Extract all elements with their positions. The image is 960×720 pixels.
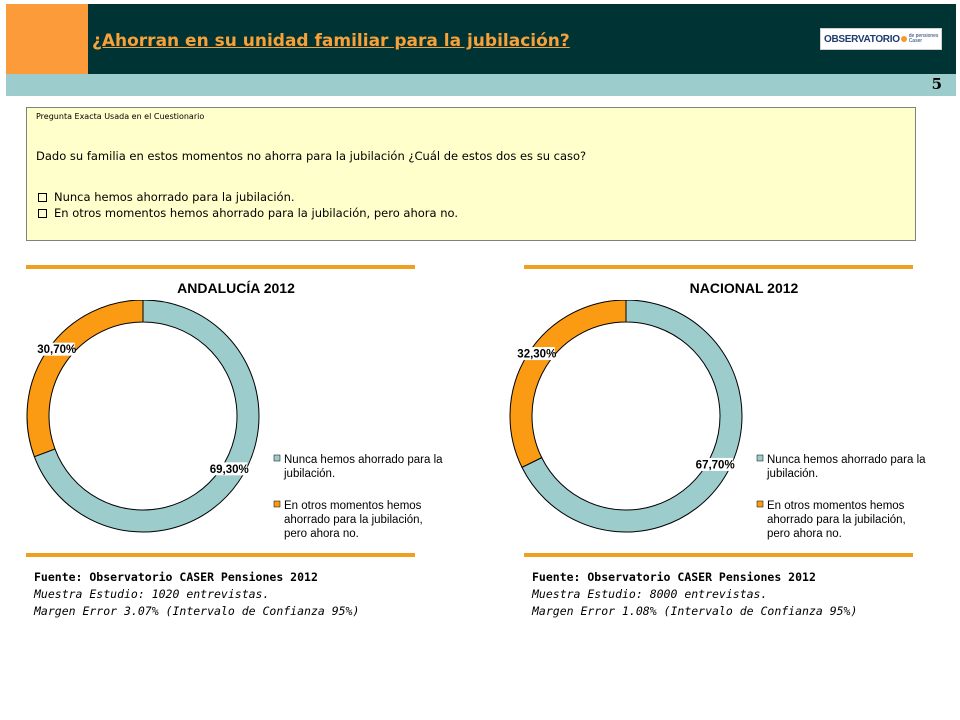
divider-bottom-right: [524, 553, 913, 557]
legend-label: jubilación.: [284, 468, 336, 480]
donut-chart-nacional: [503, 300, 943, 552]
logo-text: OBSERVATORIO: [824, 33, 900, 45]
logo-subtext: [908, 34, 939, 44]
donut-chart-andalucia: [20, 300, 460, 552]
donut-slice: [27, 300, 143, 457]
chart-title-andalucia: ANDALUCÍA 2012: [177, 280, 295, 296]
donut-slice: [510, 300, 626, 467]
legend-label: pero ahora no.: [767, 528, 842, 540]
legend-swatch: [757, 501, 763, 507]
legend-label: Nunca hemos ahorrado para la: [284, 454, 443, 466]
legend-label: pero ahora no.: [284, 528, 359, 540]
question-option-label: Nunca hemos ahorrado para la jubilación.: [54, 190, 295, 204]
legend-label: Nunca hemos ahorrado para la: [767, 454, 926, 466]
checkbox-square-icon: [38, 193, 47, 202]
question-option-label: En otros momentos hemos ahorrado para la jubilación, pero ahora no.: [54, 206, 458, 220]
legend-swatch: [274, 501, 280, 507]
data-label-group: [696, 458, 735, 472]
data-label: 32,30%: [517, 348, 557, 361]
data-label-group: [37, 343, 76, 357]
legend-swatch: [274, 455, 280, 461]
legend-label: En otros momentos hemos: [284, 500, 422, 512]
legend-label: ahorrado para la jubilación,: [284, 514, 423, 526]
logo-subtext-line2: Caser: [908, 38, 923, 44]
subheader-bar: [6, 74, 956, 96]
source-sample-left: Muestra Estudio: 1020 entrevistas.: [34, 587, 270, 601]
observatorio-logo: [820, 28, 942, 50]
source-title-right: Fuente: Observatorio CASER Pensiones 2012: [532, 570, 816, 584]
data-label: 69,30%: [209, 463, 249, 476]
legend-label: En otros momentos hemos: [767, 500, 905, 512]
source-margin-left: Margen Error 3.07% (Intervalo de Confianza 95%): [34, 604, 360, 618]
divider-bottom-left: [26, 553, 415, 557]
page-number: 5: [931, 75, 942, 93]
logo-subtext-line1: de pensiones: [908, 33, 939, 39]
checkbox-square-icon: [38, 209, 47, 218]
divider-top-left: [26, 265, 415, 269]
data-label: 67,70%: [695, 459, 735, 472]
legend-swatch: [757, 455, 763, 461]
source-sample-right: Muestra Estudio: 8000 entrevistas.: [532, 587, 768, 601]
legend-label: jubilación.: [767, 468, 819, 480]
question-label: Pregunta Exacta Usada en el Cuestionario: [36, 112, 205, 121]
question-text: Dado su familia en estos momentos no ahorra para la jubilación ¿Cuál de estos dos es su caso?: [36, 149, 587, 163]
header-accent-block: [6, 4, 88, 74]
logo-dot-icon: [901, 36, 907, 42]
question-box: [26, 107, 916, 241]
page-title: ¿Ahorran en su unidad familiar para la jubilación?: [92, 31, 570, 51]
data-label-group: [210, 462, 249, 476]
source-margin-right: Margen Error 1.08% (Intervalo de Confianza 95%): [532, 604, 858, 618]
divider-top-right: [524, 265, 913, 269]
data-label-group: [517, 347, 556, 361]
question-option: [36, 190, 295, 204]
question-option: [36, 206, 458, 220]
chart-title-nacional: NACIONAL 2012: [689, 280, 799, 296]
legend-label: ahorrado para la jubilación,: [767, 514, 906, 526]
data-label: 30,70%: [37, 344, 77, 357]
source-title-left: Fuente: Observatorio CASER Pensiones 2012: [34, 570, 318, 584]
